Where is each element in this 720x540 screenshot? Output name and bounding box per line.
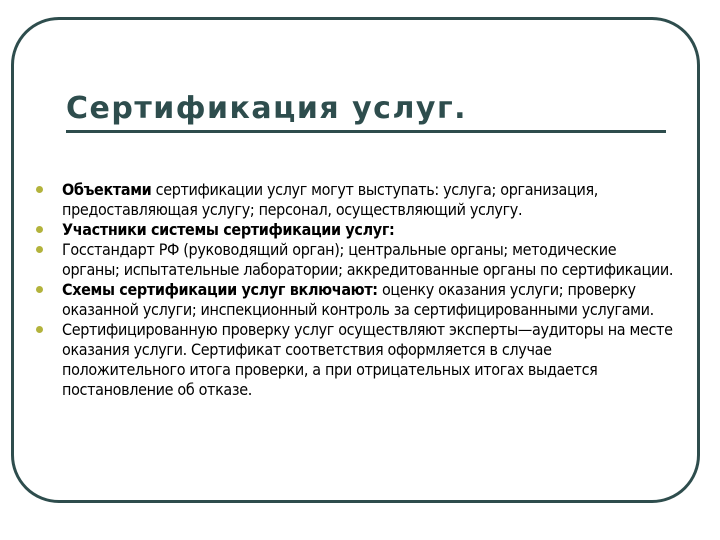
bullet-body: сертификации услуг могут выступать: услуга; организация, предоставляющая услугу; персонал, осуществляющий услугу. [62,180,598,219]
bullet-item-bodies [36,240,676,280]
bullet-text [62,220,676,240]
bullet-dot-icon [36,246,43,253]
bullet-item-schemes [36,280,676,320]
bullet-dot-icon [36,186,43,193]
bullet-list [36,180,676,400]
bullet-text [62,280,676,320]
bullet-body: Сертифицированную проверку услуг осуществляют эксперты—аудиторы на месте оказания услуги. Сертификат соответствия оформляется в случае положительного итога проверки, а при отрицательных итогах выдается постановление об отказе. [62,320,673,399]
bullet-dot-icon [36,286,43,293]
bullet-text [62,320,676,400]
slide-title: Сертификация услуг. [66,91,468,126]
bullet-text [62,180,676,220]
bullet-bold-lead: Схемы сертификации услуг включают: [62,280,378,299]
bullet-item-audit [36,320,676,400]
bullet-bold-lead: Объектами [62,180,152,199]
bullet-item-participants [36,220,676,240]
bullet-body: оценку оказания услуги; проверку оказанной услуги; инспекционный контроль за сертифицированными услугами. [62,280,654,319]
bullet-dot-icon [36,326,43,333]
bullet-text [62,240,676,280]
bullet-item-objects [36,180,676,220]
title-underline [66,130,666,133]
bullet-bold-lead: Участники системы сертификации услуг: [62,220,395,239]
bullet-dot-icon [36,226,43,233]
bullet-body: Госстандарт РФ (руководящий орган); центральные органы; методические органы; испытательные лаборатории; аккредитованные органы по сертификации. [62,240,674,279]
